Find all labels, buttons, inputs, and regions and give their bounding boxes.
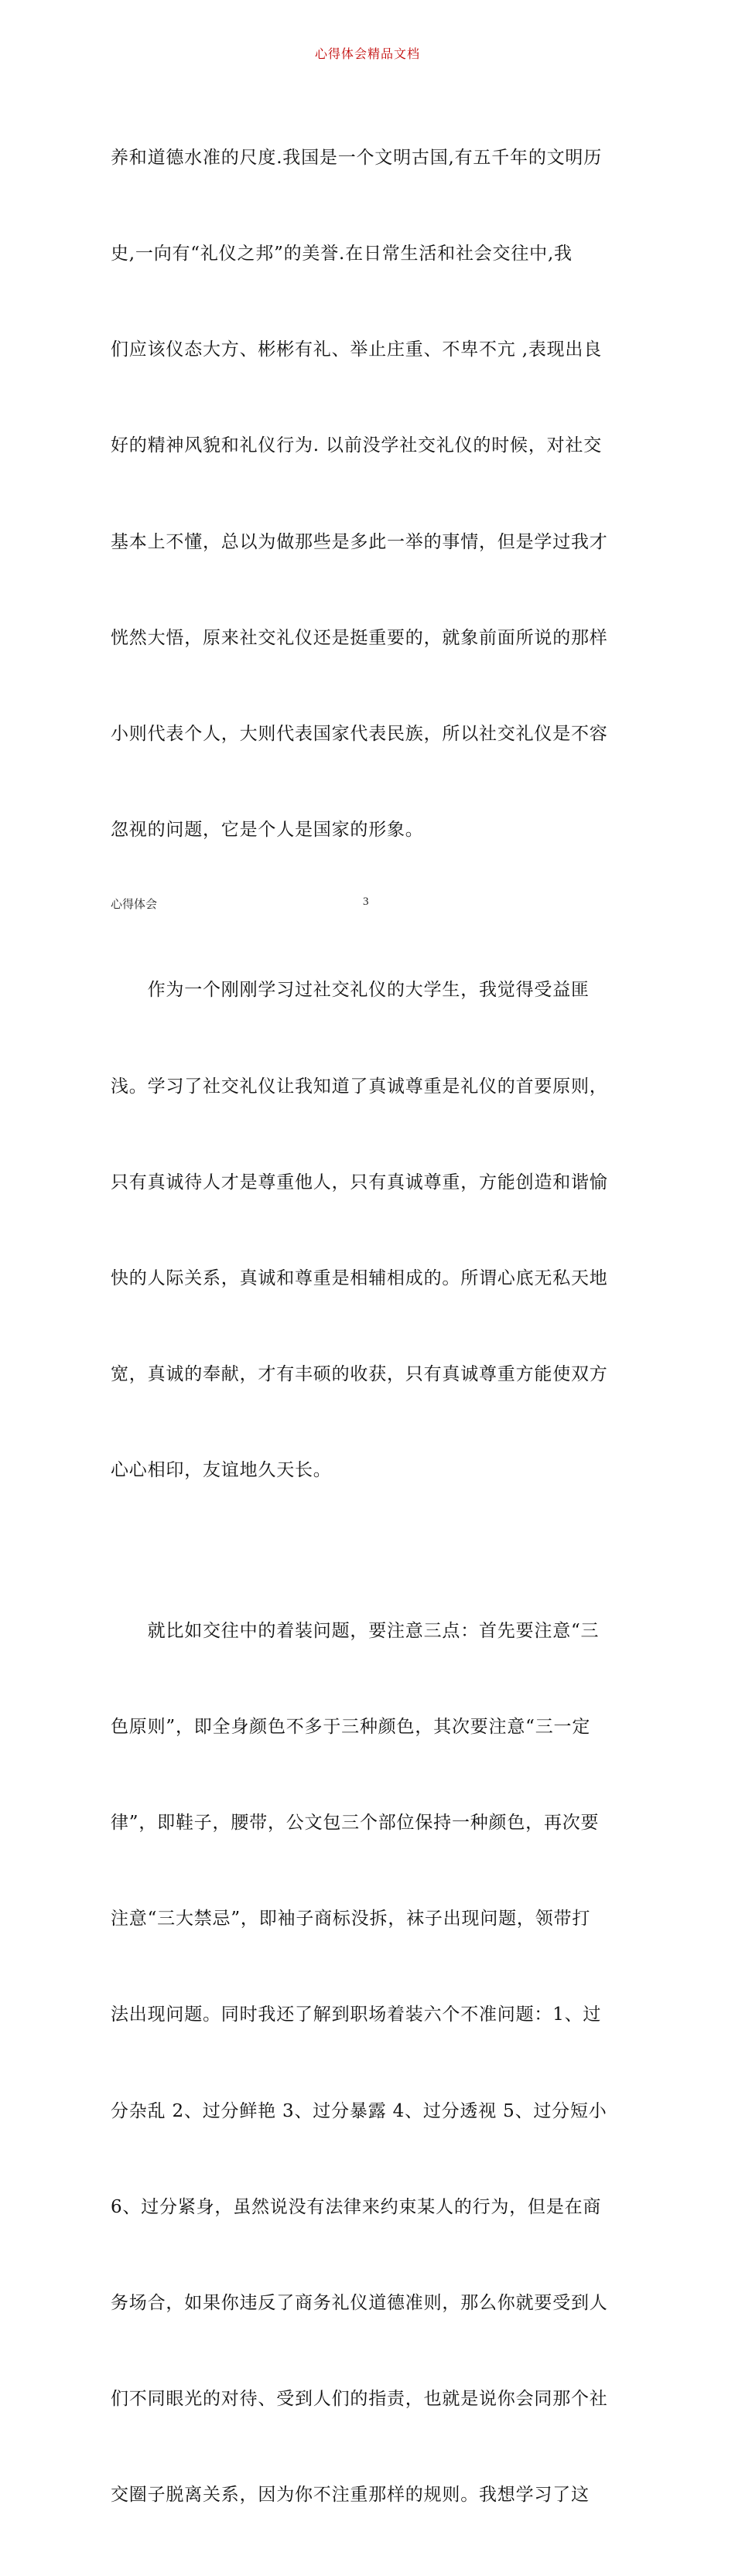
text-line: 交圈子脱离关系，因为你不注重那样的规则。我想学习了这 [111,2485,590,2506]
document-body [111,78,631,2576]
text-line: 只有真诚待人才是尊重他人，只有真诚尊重，方能创造和谐愉 [111,1172,608,1192]
text-line: 小则代表个人，大则代表国家代表民族，所以社交礼仪是不容 [111,724,608,745]
text-line: 们不同眼光的对待、受到人们的指责，也就是说你会同那个社 [111,2389,608,2410]
text-line: 务场合，如果你违反了商务礼仪道德准则，那么你就要受到人 [111,2293,608,2314]
text-line: 法出现问题。同时我还了解到职场着装六个不准问题：1、过 [111,2005,602,2025]
footer-label: 心得体会 [111,897,158,911]
text-line: 色原则”，即全身颜色不多于三种颜色，其次要注意“三一定 [111,1716,591,1737]
text-line: 恍然大悟，原来社交礼仪还是挺重要的，就象前面所说的那样 [111,627,608,648]
text-line: 心心相印，友谊地久天长。 [111,1460,332,1481]
text-line: 养和道德水准的尺度.我国是一个文明古国,有五千年的文明历 [111,147,603,168]
paragraph-3 [111,1551,631,2576]
text-line: 就比如交往中的着装问题，要注意三点：首先要注意“三 [111,1620,600,1641]
text-line: 分杂乱 2、过分鲜艳 3、过分暴露 4、过分透视 5、过分短小 [111,2100,607,2121]
paragraph-1 [111,78,631,911]
page-number: 3 [363,896,369,908]
text-line: 好的精神风貌和礼仪行为. 以前没学社交礼仪的时候，对社交 [111,435,603,456]
text-line: 律”，即鞋子，腰带，公文包三个部位保持一种颜色，再次要 [111,1812,600,1833]
paragraph-2 [111,911,631,1551]
text-line: 注意“三大禁忌”，即袖子商标没拆，袜子出现问题，领带打 [111,1909,591,1929]
text-line: 快的人际关系，真诚和尊重是相辅相成的。所谓心底无私天地 [111,1268,608,1289]
text-line: 们应该仪态大方、彬彬有礼、举止庄重、不卑不亢 ,表现出良 [111,339,603,360]
document-header-title: 心得体会精品文档 [314,46,420,61]
text-line: 基本上不懂，总以为做那些是多此一举的事情，但是学过我才 [111,531,608,552]
text-line: 浅。学习了社交礼仪让我知道了真诚尊重是礼仪的首要原则， [111,1076,608,1097]
text-line: 作为一个刚刚学习过社交礼仪的大学生，我觉得受益匪 [111,980,590,1001]
text-line: 史,一向有“礼仪之邦”的美誉.在日常生活和社会交往中,我 [111,244,573,264]
text-line: 6、过分紧身，虽然说没有法律来约束某人的行为，但是在商 [111,2196,602,2217]
text-line: 忽视的问题，它是个人是国家的形象。 [111,820,424,841]
text-line: 宽，真诚的奉献，才有丰硕的收获，只有真诚尊重方能使双方 [111,1364,608,1385]
